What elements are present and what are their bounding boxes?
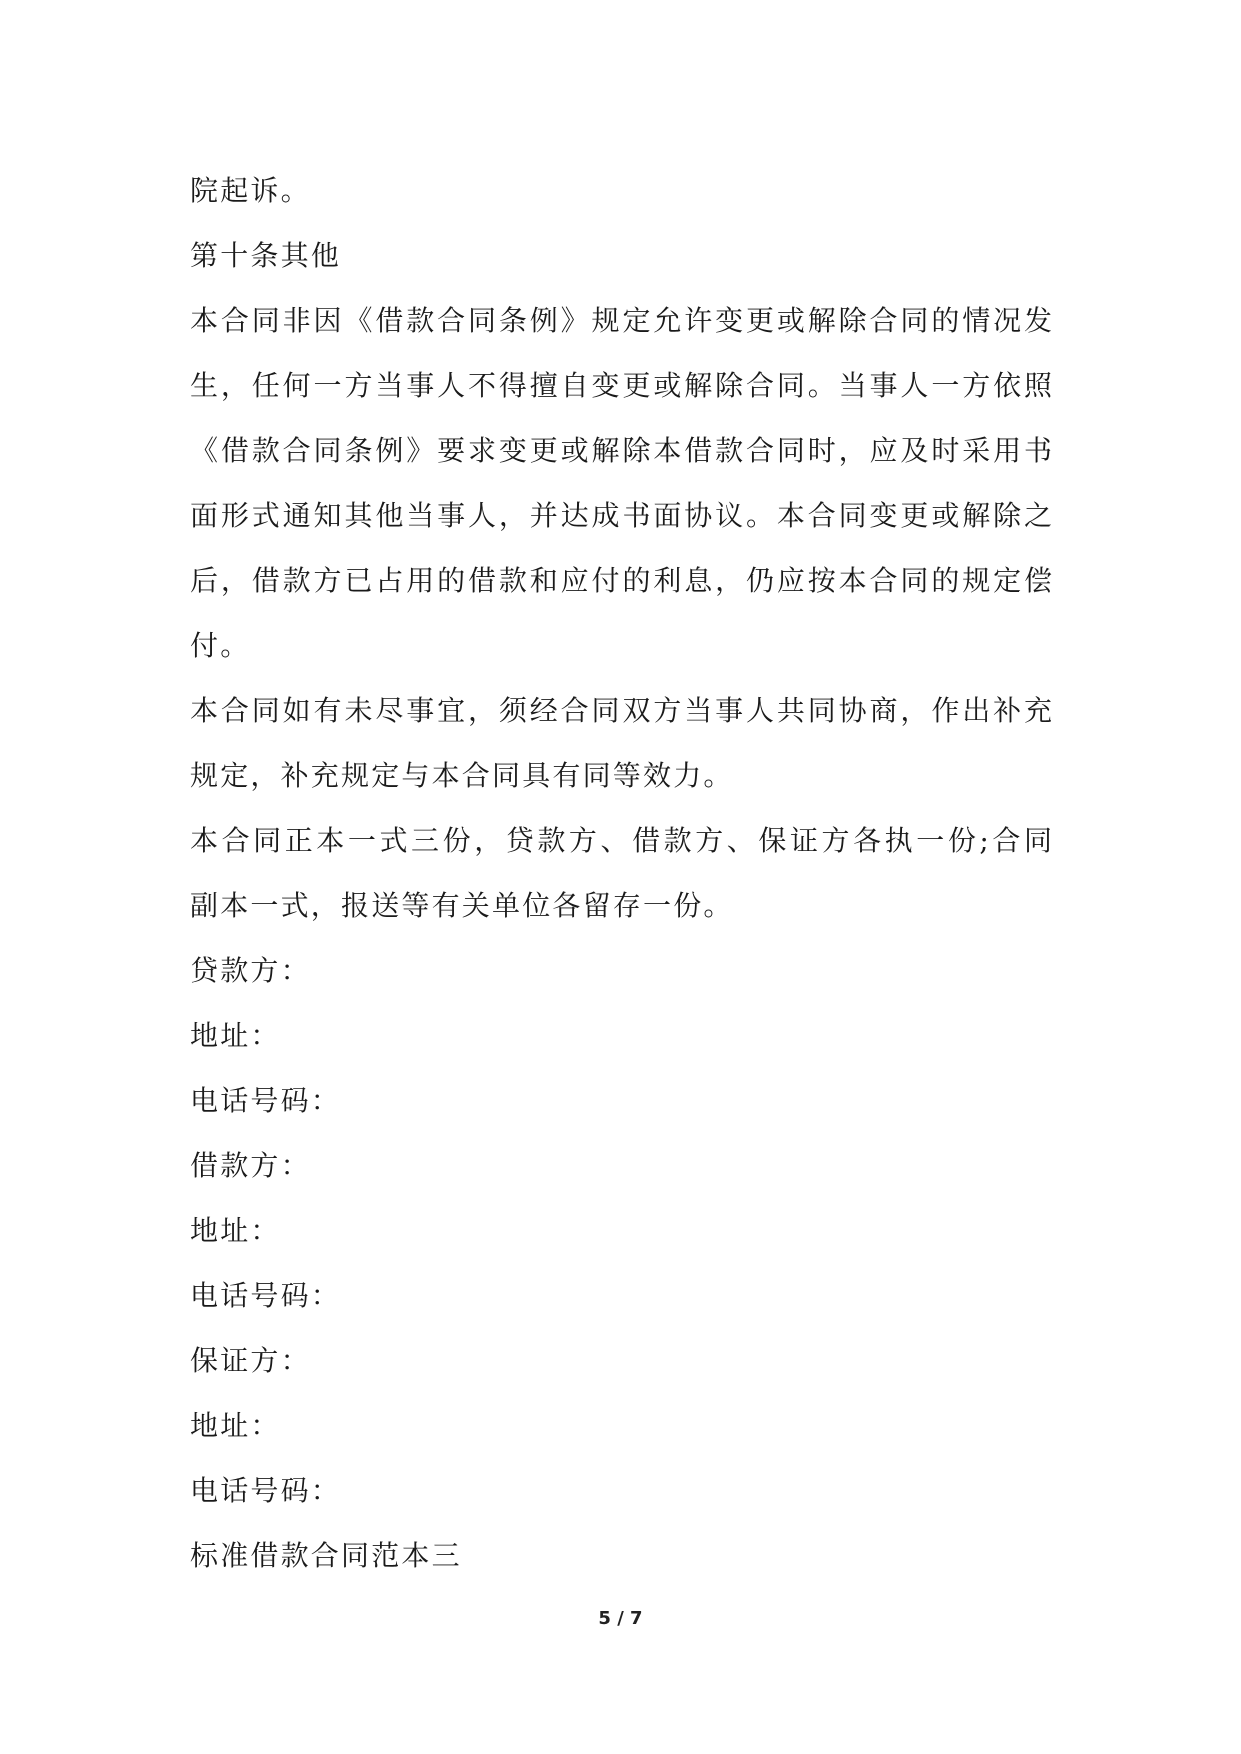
document-body — [190, 158, 1052, 1588]
borrower-label: 借款方： — [190, 1149, 311, 1182]
guarantor-phone-label: 电话号码： — [190, 1474, 342, 1507]
text-line: 后，借款方已占用的借款和应付的利息，仍应按本合同的规定偿 — [190, 564, 1052, 597]
text-line: 规定，补充规定与本合同具有同等效力。 — [190, 759, 734, 792]
text-line: 面形式通知其他当事人，并达成书面协议。本合同变更或解除之 — [190, 499, 1052, 532]
text-line: 本合同非因《借款合同条例》规定允许变更或解除合同的情况发 — [190, 304, 1052, 337]
next-template-title: 标准借款合同范本三 — [190, 1539, 462, 1572]
lender-phone-label: 电话号码： — [190, 1084, 342, 1117]
borrower-address-label: 地址： — [190, 1214, 281, 1247]
guarantor-address-label: 地址： — [190, 1409, 281, 1442]
text-line: 《借款合同条例》要求变更或解除本借款合同时，应及时采用书 — [190, 434, 1052, 467]
page-number: 5 / 7 — [598, 1608, 643, 1629]
text-line: 副本一式，报送等有关单位各留存一份。 — [190, 889, 734, 922]
lender-label: 贷款方： — [190, 954, 311, 987]
guarantor-label: 保证方： — [190, 1344, 311, 1377]
text-line: 付。 — [190, 629, 251, 662]
text-line: 本合同正本一式三份，贷款方、借款方、保证方各执一份;合同 — [190, 824, 1052, 857]
section-heading: 第十条其他 — [190, 239, 342, 272]
borrower-phone-label: 电话号码： — [190, 1279, 342, 1312]
text-line: 生，任何一方当事人不得擅自变更或解除合同。当事人一方依照 — [190, 369, 1052, 402]
lender-address-label: 地址： — [190, 1019, 281, 1052]
text-line: 院起诉。 — [190, 174, 311, 207]
text-line: 本合同如有未尽事宜，须经合同双方当事人共同协商，作出补充 — [190, 694, 1052, 727]
